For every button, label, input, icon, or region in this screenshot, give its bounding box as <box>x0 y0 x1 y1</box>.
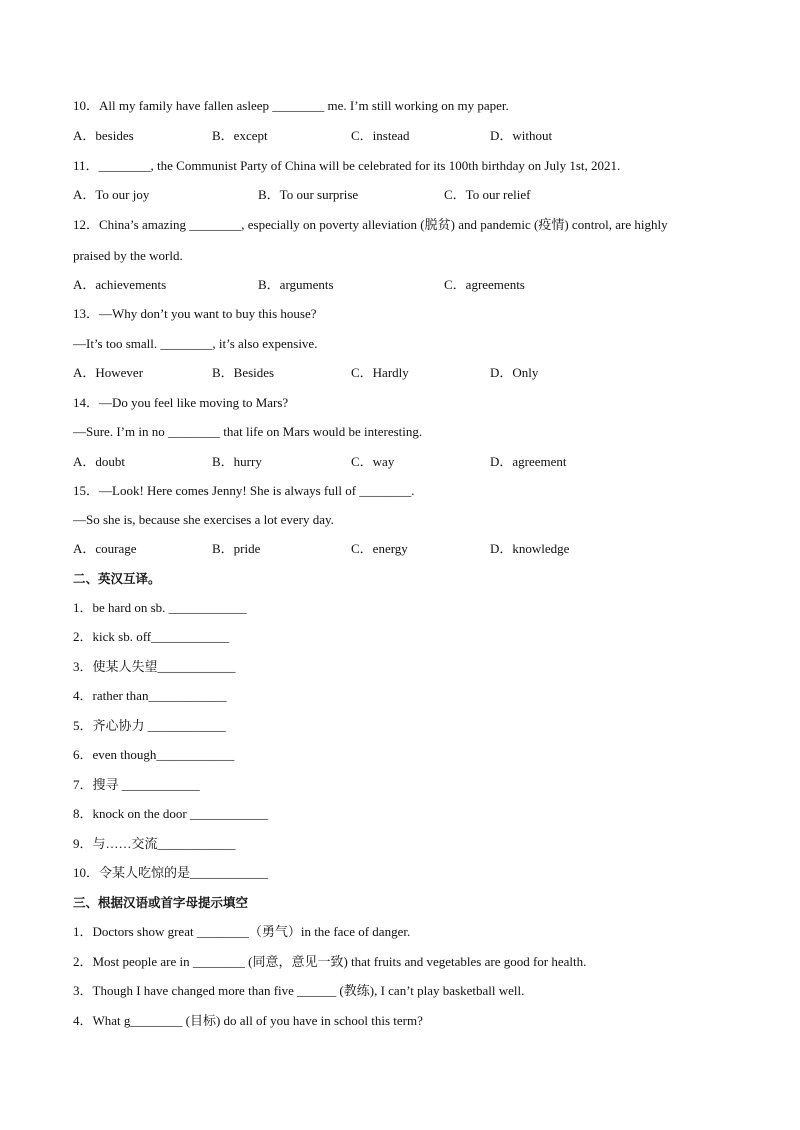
question-12-stem-continued: praised by the world. <box>73 248 183 263</box>
translation-item-9: 9．与……交流____________ <box>73 836 236 851</box>
question-11-options <box>73 187 733 203</box>
option-b: B．hurry <box>212 454 262 469</box>
translation-item-5: 5．齐心协力 ____________ <box>73 718 226 733</box>
option-b: B．Besides <box>212 365 275 380</box>
question-14-options <box>73 454 733 470</box>
question-14-stem-continued: —Sure. I’m in no ________ that life on Mars would be interesting. <box>73 424 423 439</box>
question-15-options <box>73 541 733 557</box>
question-10-options <box>73 128 733 144</box>
option-c: C．energy <box>351 541 408 556</box>
option-c: C．instead <box>351 128 410 143</box>
question-15-stem: 15．—Look! Here comes Jenny! She is always full of ________. <box>73 483 415 498</box>
option-b: B．except <box>212 128 268 143</box>
fill-in-item-1: 1．Doctors show great ________（勇气）in the face of danger. <box>73 924 411 939</box>
translation-item-8: 8．knock on the door ____________ <box>73 806 268 821</box>
option-d: D．agreement <box>490 454 567 469</box>
option-b: B．To our surprise <box>258 187 359 202</box>
question-12-options <box>73 277 733 293</box>
question-15-stem-continued: —So she is, because she exercises a lot every day. <box>73 512 334 527</box>
option-d: D．knowledge <box>490 541 570 556</box>
question-10-stem: 10．All my family have fallen asleep ________ me. I’m still working on my paper. <box>73 98 509 113</box>
translation-item-2: 2．kick sb. off____________ <box>73 629 230 644</box>
option-a: A．achievements <box>73 277 167 292</box>
fill-in-item-3: 3．Though I have changed more than five ______ (教练), I can’t play basketball well. <box>73 983 525 998</box>
option-a: A．courage <box>73 541 137 556</box>
question-11-stem: 11．________, the Communist Party of China will be celebrated for its 100th birthday on July 1st, 2021. <box>73 158 621 173</box>
option-d: D．without <box>490 128 553 143</box>
section-2-heading: 二、英汉互译。 <box>73 571 161 586</box>
option-d: D．Only <box>490 365 539 380</box>
translation-item-3: 3．使某人失望____________ <box>73 659 236 674</box>
option-b: B．pride <box>212 541 261 556</box>
translation-item-6: 6．even though____________ <box>73 747 235 762</box>
option-c: C．agreements <box>444 277 525 292</box>
translation-item-7: 7．搜寻 ____________ <box>73 777 200 792</box>
option-c: C．To our relief <box>444 187 531 202</box>
option-a: A．However <box>73 365 144 380</box>
fill-in-item-4: 4．What g________ (目标) do all of you have in school this term? <box>73 1013 423 1028</box>
option-a: A．besides <box>73 128 134 143</box>
option-c: C．Hardly <box>351 365 409 380</box>
translation-item-10: 10．令某人吃惊的是____________ <box>73 865 269 880</box>
fill-in-item-2: 2．Most people are in ________ (同意，意见一致) that fruits and vegetables are good for health. <box>73 954 587 969</box>
option-a: A．doubt <box>73 454 126 469</box>
question-14-stem: 14．—Do you feel like moving to Mars? <box>73 395 289 410</box>
translation-item-1: 1．be hard on sb. ____________ <box>73 600 247 615</box>
question-13-stem: 13．—Why don’t you want to buy this house? <box>73 306 317 321</box>
question-13-options <box>73 365 733 381</box>
option-b: B．arguments <box>258 277 334 292</box>
option-c: C．way <box>351 454 395 469</box>
question-12-stem: 12．China’s amazing ________, especially on poverty alleviation (脱贫) and pandemic (疫情) control, are highly <box>73 217 668 232</box>
translation-item-4: 4．rather than____________ <box>73 688 227 703</box>
question-13-stem-continued: —It’s too small. ________, it’s also expensive. <box>73 336 318 351</box>
section-3-heading: 三、根据汉语或首字母提示填空 <box>73 895 249 910</box>
option-a: A．To our joy <box>73 187 150 202</box>
